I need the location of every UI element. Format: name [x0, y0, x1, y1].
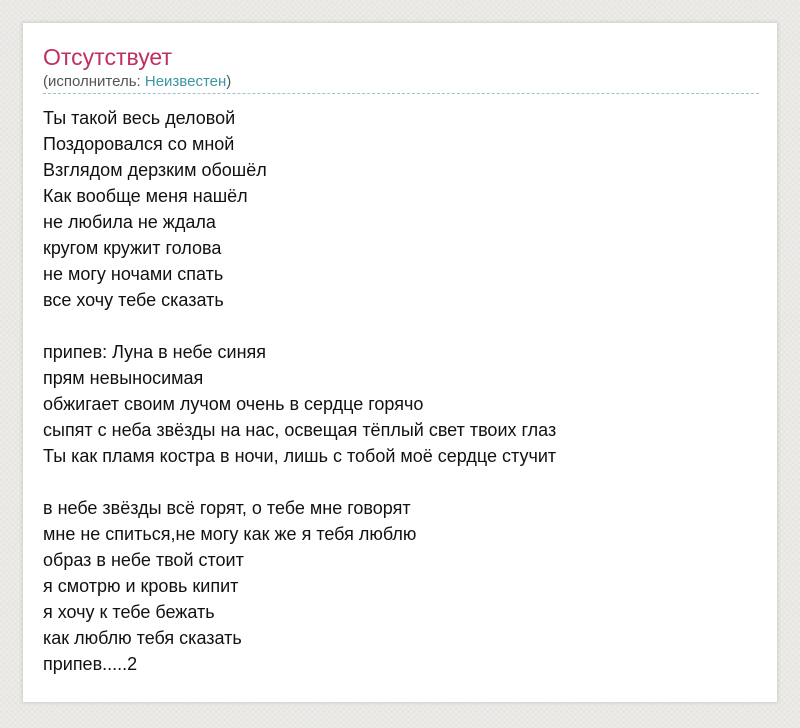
- lyric-line: как люблю тебя сказать: [43, 628, 242, 648]
- lyric-line: не могу ночами спать: [43, 264, 224, 284]
- artist-prefix: (исполнитель:: [43, 73, 145, 90]
- lyric-blank-line: [43, 469, 759, 495]
- lyric-line: припев.....2: [43, 654, 138, 674]
- lyric-line: сыпят с неба звёзды на нас, освещая тёплый свет твоих глаз: [43, 420, 557, 440]
- lyric-line: в небе звёзды всё горят, о тебе мне говорят: [43, 498, 411, 518]
- lyric-line: кругом кружит голова: [43, 238, 222, 258]
- artist-link[interactable]: Неизвестен: [144, 73, 227, 90]
- lyrics-card: [22, 22, 778, 703]
- lyric-line: прям невыносимая: [43, 368, 204, 388]
- artist-line: [43, 73, 231, 91]
- lyric-line: Поздоровался со мной: [43, 134, 235, 154]
- lyric-line: обжигает своим лучом очень в сердце горячо: [43, 394, 424, 414]
- lyric-line: припев: Луна в небе синяя: [43, 342, 267, 362]
- lyric-blank-line: [43, 313, 759, 339]
- title-divider: [43, 93, 759, 94]
- lyric-line: не любила не ждала: [43, 212, 216, 232]
- lyric-line: я хочу к тебе бежать: [43, 602, 215, 622]
- song-title: Отсутствует: [43, 44, 172, 70]
- artist-suffix: ): [226, 73, 232, 90]
- lyrics-text: [43, 105, 759, 677]
- lyric-line: Взглядом дерзким обошёл: [43, 160, 267, 180]
- lyric-line: Ты такой весь деловой: [43, 108, 236, 128]
- lyric-line: Ты как пламя костра в ночи, лишь с тобой моё сердце стучит: [43, 446, 557, 466]
- lyric-line: все хочу тебе сказать: [43, 290, 224, 310]
- lyric-line: я смотрю и кровь кипит: [43, 576, 239, 596]
- lyric-line: образ в небе твой стоит: [43, 550, 244, 570]
- lyric-line: Как вообще меня нашёл: [43, 186, 248, 206]
- lyric-line: мне не спиться,не могу как же я тебя люблю: [43, 524, 417, 544]
